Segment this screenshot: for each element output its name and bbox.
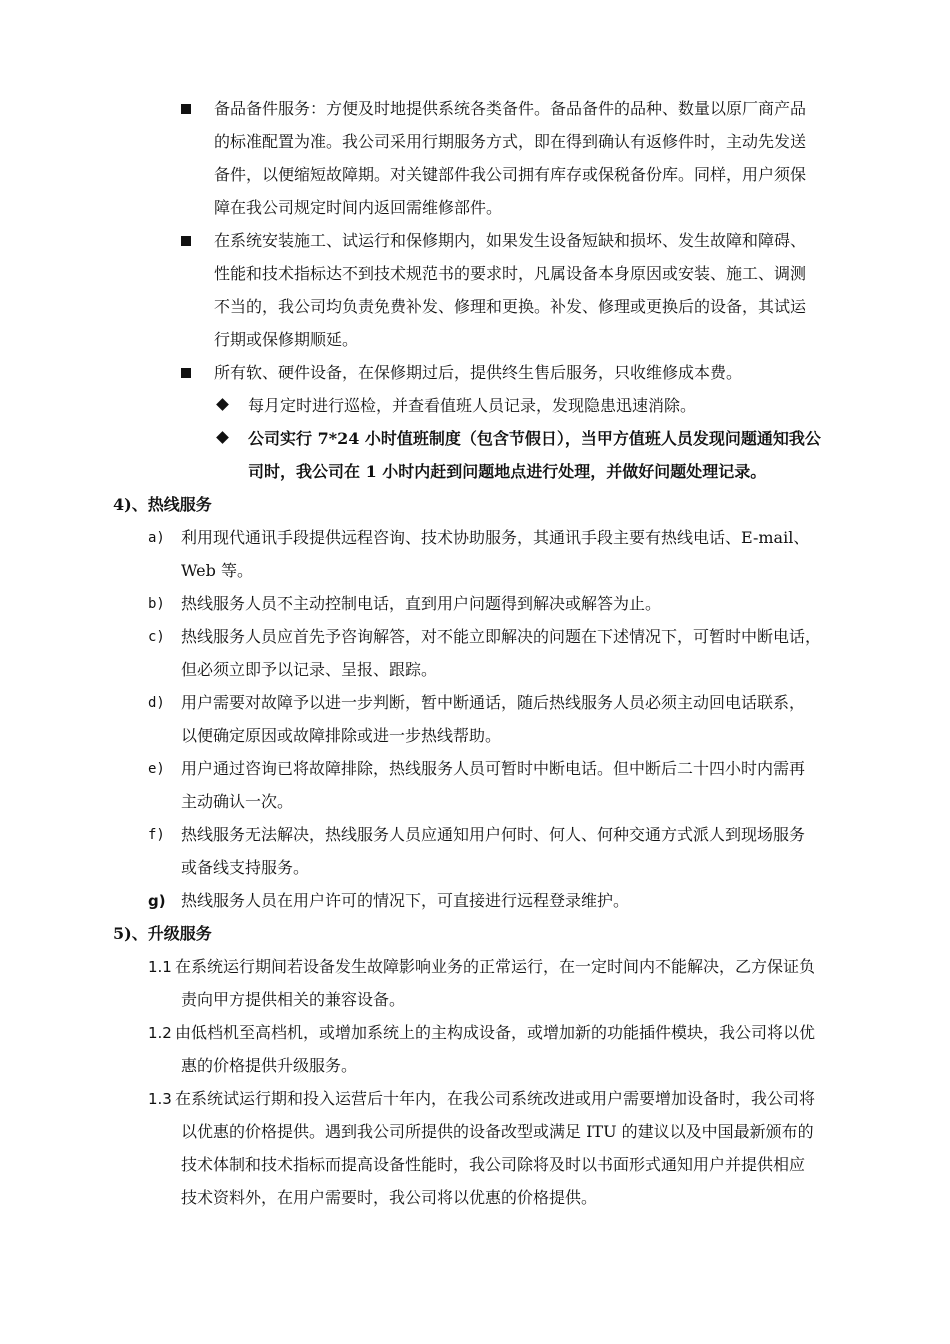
bullet-line: 障在我公司规定时间内返回需维修部件。 (214, 198, 503, 217)
item-line: 热线服务人员在用户许可的情况下，可直接进行远程登录维护。 (181, 891, 630, 910)
bullet-line: 所有软、硬件设备，在保修期过后，提供终生售后服务，只收维修成本费。 (214, 363, 743, 382)
diamond-line: 每月定时进行巡检，并查看值班人员记录，发现隐患迅速消除。 (248, 396, 697, 415)
item-line: 热线服务人员不主动控制电话，直到用户问题得到解决或解答为止。 (181, 594, 662, 613)
item-marker: a) (148, 530, 165, 546)
diamond-bullet-icon (216, 431, 229, 444)
item-line: 责向甲方提供相关的兼容设备。 (181, 990, 406, 1009)
item-line: 热线服务人员应首先予咨询解答，对不能立即解决的问题在下述情况下，可暂时中断电话， (181, 627, 822, 646)
section-heading: 5)、升级服务 (113, 924, 212, 943)
diamond-line-bold: 公司实行 7*24 小时值班制度（包含节假日），当甲方值班人员发现问题通知我公 (248, 429, 821, 448)
bullet-line: 不当的，我公司均负责免费补发、修理和更换。补发、修理或更换后的设备，其试运 (214, 297, 807, 316)
item-line: 技术资料外，在用户需要时，我公司将以优惠的价格提供。 (181, 1188, 598, 1207)
item-marker: 1.2 (148, 1024, 172, 1042)
item-marker: g) (148, 892, 166, 910)
bullet-line: 在系统安装施工、试运行和保修期内，如果发生设备短缺和损坏、发生故障和障碍、 (214, 231, 807, 250)
item-line: 以便确定原因或故障排除或进一步热线帮助。 (181, 726, 502, 745)
bullet-line: 备品备件服务：方便及时地提供系统各类备件。备品备件的品种、数量以原厂商产品 (214, 99, 807, 118)
item-line: 利用现代通讯手段提供远程咨询、技术协助服务，其通讯手段主要有热线电话、E-mail、 (181, 528, 810, 547)
bullet-line: 备件，以便缩短故障期。对关键部件我公司拥有库存或保税备份库。同样，用户须保 (214, 165, 807, 184)
item-line: 以优惠的价格提供。遇到我公司所提供的设备改型或满足 ITU 的建议以及中国最新颁布的 (181, 1122, 814, 1141)
item-marker: b) (148, 596, 165, 612)
item-line: 但必须立即予以记录、呈报、跟踪。 (181, 660, 438, 679)
item-line: 用户需要对故障予以进一步判断，暂中断通话，随后热线服务人员必须主动回电话联系， (181, 693, 806, 712)
bullet-line: 行期或保修期顺延。 (214, 330, 359, 349)
item-line: Web 等。 (181, 561, 253, 580)
item-line: 在系统运行期间若设备发生故障影响业务的正常运行，在一定时间内不能解决，乙方保证负 (175, 957, 816, 976)
item-line: 在系统试运行期和投入运营后十年内，在我公司系统改进或用户需要增加设备时，我公司将 (175, 1089, 816, 1108)
item-line: 用户通过咨询已将故障排除，热线服务人员可暂时中断电话。但中断后二十四小时内需再 (181, 759, 806, 778)
item-line: 技术体制和技术指标而提高设备性能时，我公司除将及时以书面形式通知用户并提供相应 (181, 1155, 806, 1174)
diamond-line-bold: 司时，我公司在 1 小时内赶到问题地点进行处理，并做好问题处理记录。 (248, 462, 767, 481)
item-marker: e) (148, 761, 165, 777)
square-bullet-icon (181, 368, 191, 378)
item-line: 或备线支持服务。 (181, 858, 310, 877)
item-marker: 1.3 (148, 1090, 172, 1108)
item-line: 主动确认一次。 (181, 792, 294, 811)
square-bullet-icon (181, 236, 191, 246)
item-line: 由低档机至高档机，或增加系统上的主构成设备，或增加新的功能插件模块，我公司将以优 (175, 1023, 816, 1042)
item-line: 热线服务无法解决，热线服务人员应通知用户何时、何人、何种交通方式派人到现场服务 (181, 825, 806, 844)
bullet-line: 的标准配置为准。我公司采用行期服务方式，即在得到确认有返修件时，主动先发送 (214, 132, 807, 151)
section-heading: 4)、热线服务 (113, 495, 212, 514)
square-bullet-icon (181, 104, 191, 114)
item-marker: f) (148, 827, 165, 843)
diamond-bullet-icon (216, 398, 229, 411)
item-marker: 1.1 (148, 958, 172, 976)
bullet-line: 性能和技术指标达不到技术规范书的要求时，凡属设备本身原因或安装、施工、调测 (214, 264, 807, 283)
item-marker: d) (148, 695, 165, 711)
item-line: 惠的价格提供升级服务。 (181, 1056, 358, 1075)
item-marker: c) (148, 629, 165, 645)
